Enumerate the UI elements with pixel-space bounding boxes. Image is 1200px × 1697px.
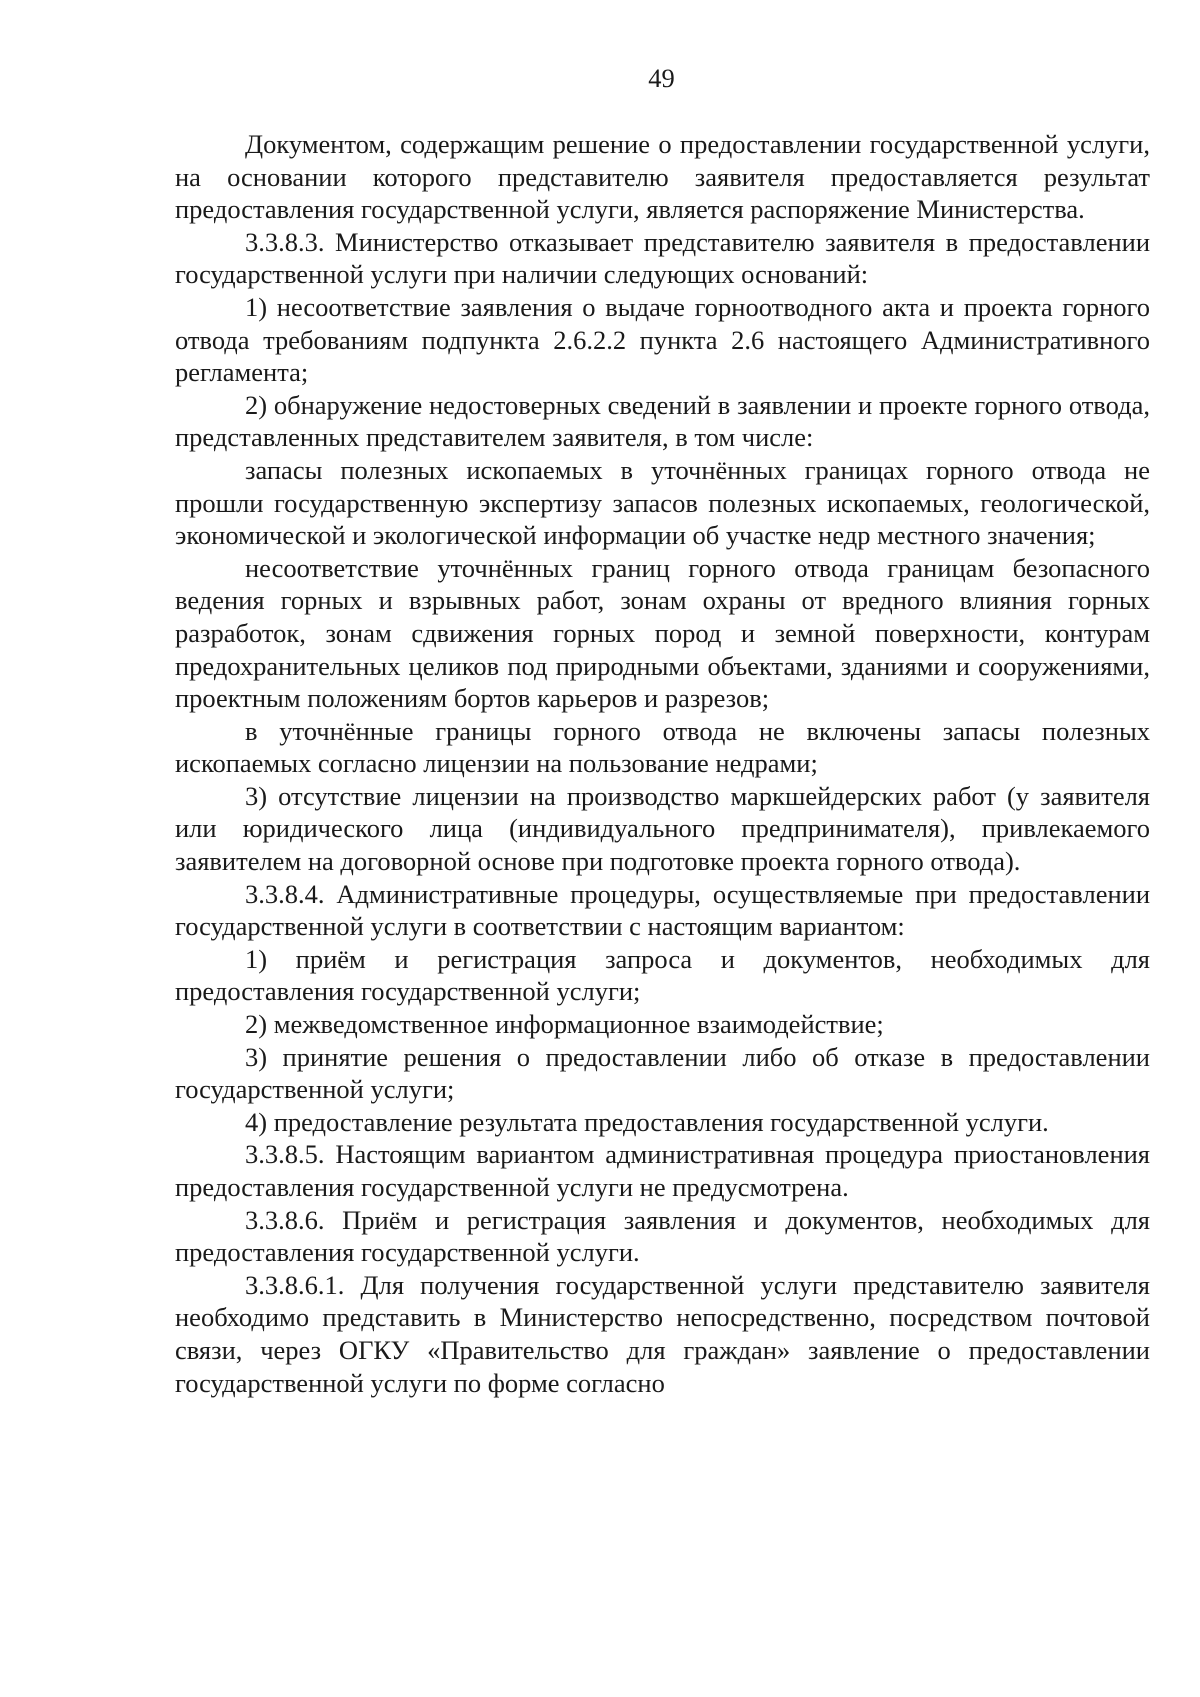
- paragraph-3-3-8-6-1: 3.3.8.6.1. Для получения государственной услуги представителю заявителя необходимо представить в Министерство непосредственно, посредством почтовой связи, через ОГКУ «Правительство для граждан» заявление о предоставлении государственной услуги по форме согласно: [175, 1269, 1150, 1398]
- paragraph-3-3-8-6: 3.3.8.6. Приём и регистрация заявления и документов, необходимых для предоставления государственной услуги.: [175, 1204, 1150, 1268]
- paragraph-refusal-ground-3: 3) отсутствие лицензии на производство маркшейдерских работ (у заявителя или юридического лица (индивидуального предпринимателя), привлекаемого заявителем на договорной основе при подготовке проекта горного отвода).: [175, 780, 1150, 877]
- paragraph-refusal-ground-1: 1) несоответствие заявления о выдаче горноотводного акта и проекта горного отвода требованиям подпункта 2.6.2.2 пункта 2.6 настоящего Административного регламента;: [175, 291, 1150, 388]
- paragraph-decision-document: Документом, содержащим решение о предоставлении государственной услуги, на основании которого представителю заявителя предоставляется результат предоставления государственной услуги, является распоряжение Министерства.: [175, 129, 1150, 225]
- paragraph-refusal-ground-2: 2) обнаружение недостоверных сведений в заявлении и проекте горного отвода, представленных представителем заявителя, в том числе:: [175, 389, 1150, 453]
- paragraph-reserves-not-included: в уточнённые границы горного отвода не включены запасы полезных ископаемых согласно лицензии на пользование недрами;: [175, 715, 1150, 779]
- paragraph-3-3-8-4: 3.3.8.4. Административные процедуры, осуществляемые при предоставлении государственной услуги в соответствии с настоящим вариантом:: [175, 878, 1150, 942]
- paragraph-procedure-3: 3) принятие решения о предоставлении либо об отказе в предоставлении государственной услуги;: [175, 1041, 1150, 1105]
- paragraph-boundaries-mismatch: несоответствие уточнённых границ горного отвода границам безопасного ведения горных и взрывных работ, зонам охраны от вредного влияния горных разработок, зонам сдвижения горных пород и земной поверхности, контурам предохранительных целиков под природными объектами, зданиями и сооружениями, проектным положениям бортов карьеров и разрезов;: [175, 552, 1150, 714]
- page-number: 49: [648, 63, 675, 93]
- paragraph-procedure-2: 2) межведомственное информационное взаимодействие;: [245, 1009, 884, 1040]
- document-body: [175, 128, 1150, 1399]
- paragraph-3-3-8-5: 3.3.8.5. Настоящим вариантом административная процедура приостановления предоставления государственной услуги не предусмотрена.: [175, 1139, 1150, 1202]
- paragraph-3-3-8-3: 3.3.8.3. Министерство отказывает представителю заявителя в предоставлении государственной услуги при наличии следующих оснований:: [175, 226, 1150, 290]
- paragraph-procedure-1: 1) приём и регистрация запроса и документов, необходимых для предоставления государственной услуги;: [175, 943, 1150, 1007]
- paragraph-reserves-not-examined: запасы полезных ископаемых в уточнённых границах горного отвода не прошли государственную экспертизу запасов полезных ископаемых, геологической, экономической и экологической информации об участке недр местного значения;: [175, 454, 1150, 551]
- paragraph-procedure-4: 4) предоставление результата предоставления государственной услуги.: [245, 1106, 1049, 1137]
